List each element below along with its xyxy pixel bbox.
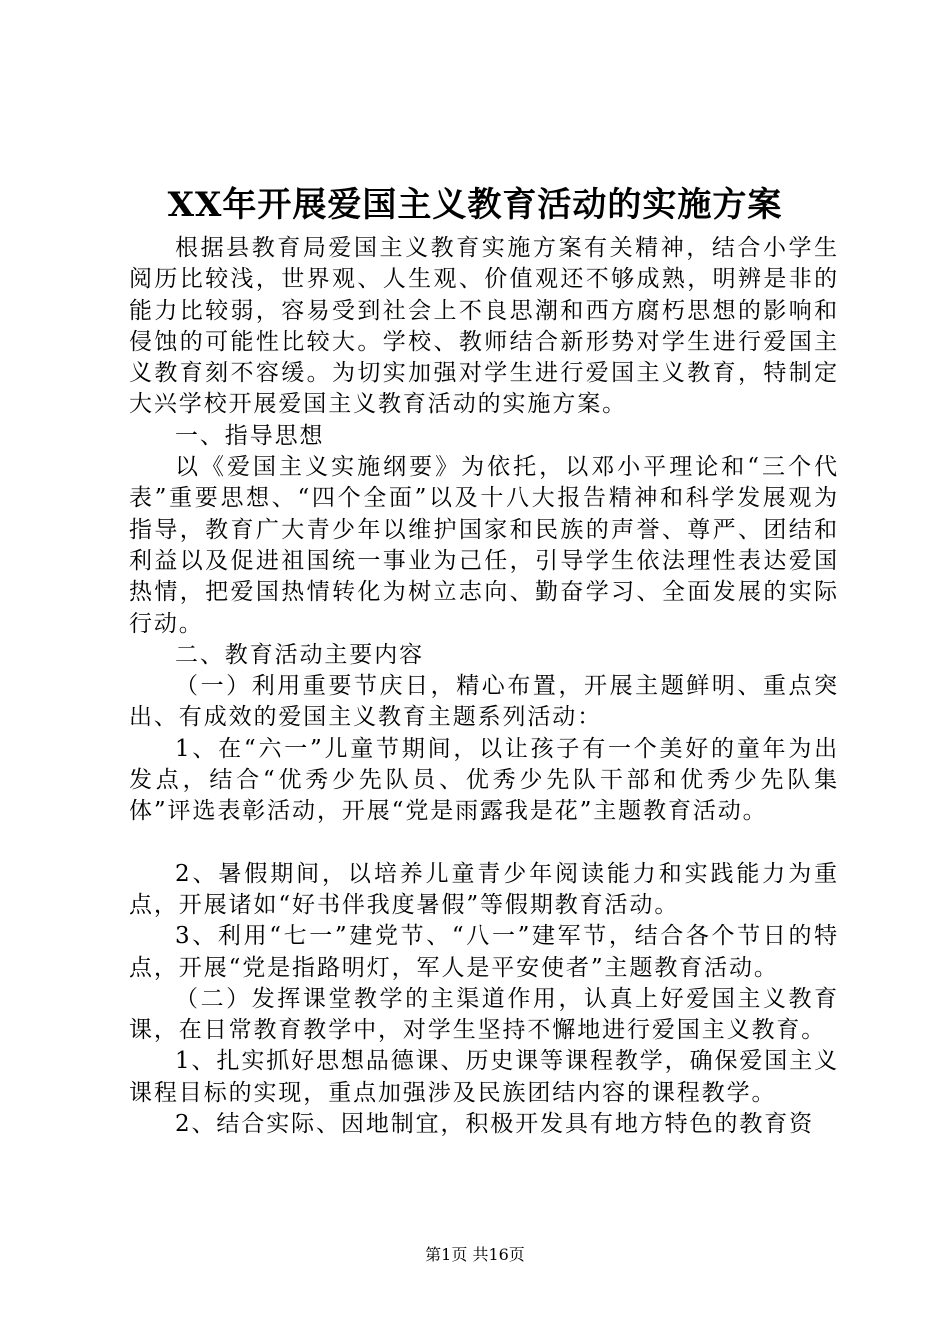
list-item-local-resources: 2、结合实际、因地制宜，积极开发具有地方特色的教育资 xyxy=(175,1111,815,1138)
paragraph-intro: 根据县教育局爱国主义教育实施方案有关精神，结合小学生阅历比较浅，世界观、人生观、价值观还不够成熟，明辨是非的能力比较弱，容易受到社会上不良思潮和西方腐朽思想的影响和侵蚀的可能性比较大。学校、教师结合新形势对学生进行爱国主义教育刻不容缓。为切实加强对学生进行爱国主义教育，特制定大兴学校开展爱国主义教育活动的实施方案。 xyxy=(129,235,839,418)
list-item-summer-vacation: 2、暑假期间，以培养儿童青少年阅读能力和实践能力为重点，开展诸如“好书伴我度暑假”等假期教育活动。 xyxy=(129,860,839,918)
document-title: XX年开展爱国主义教育活动的实施方案 xyxy=(167,185,783,225)
list-item-courses: 1、扎实抓好思想品德课、历史课等课程教学，确保爱国主义课程目标的实现，重点加强涉及民族团结内容的课程教学。 xyxy=(129,1048,839,1106)
page-number-footer: 第1页 共16页 xyxy=(425,1245,525,1264)
subsection-classroom-teaching: （二）发挥课堂教学的主渠道作用，认真上好爱国主义教育课，在日常教育教学中，对学生坚持不懈地进行爱国主义教育。 xyxy=(129,985,839,1044)
list-item-childrens-day: 1、在“六一”儿童节期间，以让孩子有一个美好的童年为出发点，结合“优秀少先队员、优秀少先队干部和优秀少先队集体”评选表彰活动，开展“党是雨露我是花”主题教育活动。 xyxy=(129,735,839,825)
section-heading-guiding-ideology: 一、指导思想 xyxy=(175,422,325,449)
document-body xyxy=(129,233,839,1140)
list-item-party-army-day: 3、利用“七一”建党节、“八一”建军节，结合各个节日的特点，开展“党是指路明灯，军人是平安使者”主题教育活动。 xyxy=(129,923,839,981)
section-heading-main-content: 二、教育活动主要内容 xyxy=(175,641,424,668)
paragraph-guiding-ideology: 以《爱国主义实施纲要》为依托，以邓小平理论和“三个代表”重要思想、“四个全面”以及十八大报告精神和科学发展观为指导，教育广大青少年以维护国家和民族的声誉、尊严、团结和利益以及促进祖国统一事业为己任，引导学生依法理性表达爱国热情，把爱国热情转化为树立志向、勤奋学习、全面发展的实际行动。 xyxy=(129,454,839,637)
subsection-festivals: （一）利用重要节庆日，精心布置，开展主题鲜明、重点突出、有成效的爱国主义教育主题系列活动： xyxy=(129,673,839,731)
